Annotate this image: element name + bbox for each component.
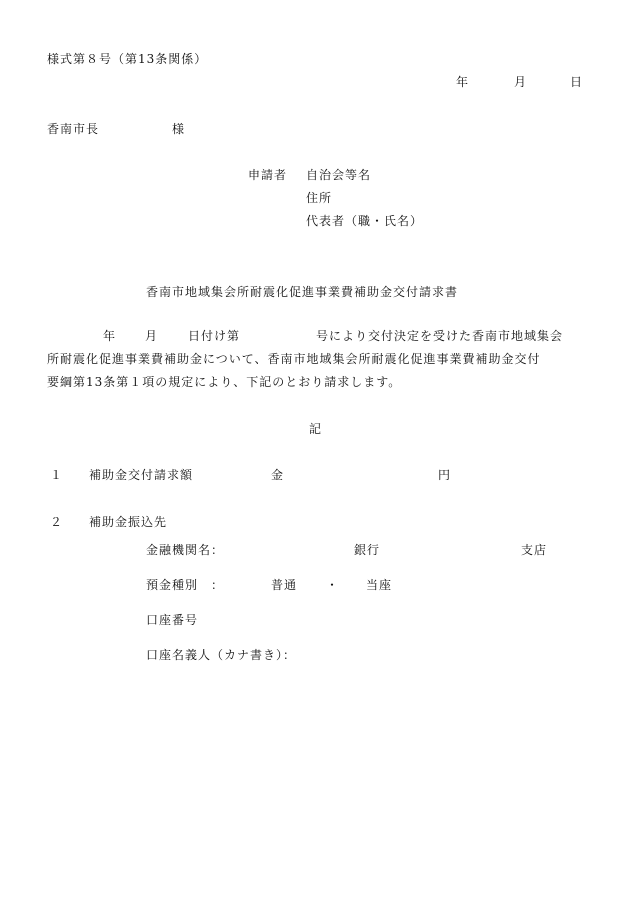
applicant-label: 申請者: [248, 168, 288, 182]
body-date-number: 日付け第: [188, 329, 241, 343]
date-year-label: 年: [456, 75, 470, 89]
bank-suffix: 銀行: [354, 543, 381, 557]
deposit-type-checking: 当座: [366, 578, 393, 592]
item-1-number: １: [50, 468, 64, 482]
date-month-label: 月: [514, 75, 528, 89]
date-day-label: 日: [570, 75, 584, 89]
applicant-representative-label: 代表者（職・氏名）: [306, 214, 424, 228]
item-1-label: 補助金交付請求額: [89, 468, 194, 482]
body-line-1: 号により交付決定を受けた香南市地域集会: [316, 329, 564, 343]
body-line-2: 所耐震化促進事業費補助金について、香南市地域集会所耐震化促進事業費補助金交付: [47, 352, 541, 366]
item-1-yen: 円: [438, 468, 452, 482]
item-2-label: 補助金振込先: [89, 515, 168, 529]
addressee-name: 香南市長: [47, 122, 100, 136]
bank-name-label: 金融機関名：: [146, 543, 225, 557]
applicant-address-label: 住所: [306, 191, 333, 205]
applicant-org-label: 自治会等名: [306, 168, 372, 182]
document-title: 香南市地域集会所耐震化促進事業費補助金交付請求書: [146, 285, 459, 299]
body-month: 月: [145, 329, 159, 343]
deposit-type-label: 預金種別 ：: [146, 578, 225, 592]
addressee-honorific: 様: [172, 122, 186, 136]
ki-heading: 記: [309, 422, 323, 436]
item-2-number: ２: [50, 515, 64, 529]
deposit-type-ordinary: 普通: [271, 578, 298, 592]
account-holder-label: 口座名義人（カナ書き）：: [146, 648, 297, 662]
form-number: 様式第８号（第13条関係）: [47, 52, 208, 66]
branch-suffix: 支店: [521, 543, 548, 557]
deposit-type-separator: ・: [326, 578, 340, 592]
body-line-3: 要綱第13条第１項の規定により、下記のとおり請求します。: [47, 375, 402, 389]
account-number-label: 口座番号: [146, 613, 199, 627]
body-year: 年: [103, 329, 117, 343]
item-1-kin: 金: [271, 468, 285, 482]
